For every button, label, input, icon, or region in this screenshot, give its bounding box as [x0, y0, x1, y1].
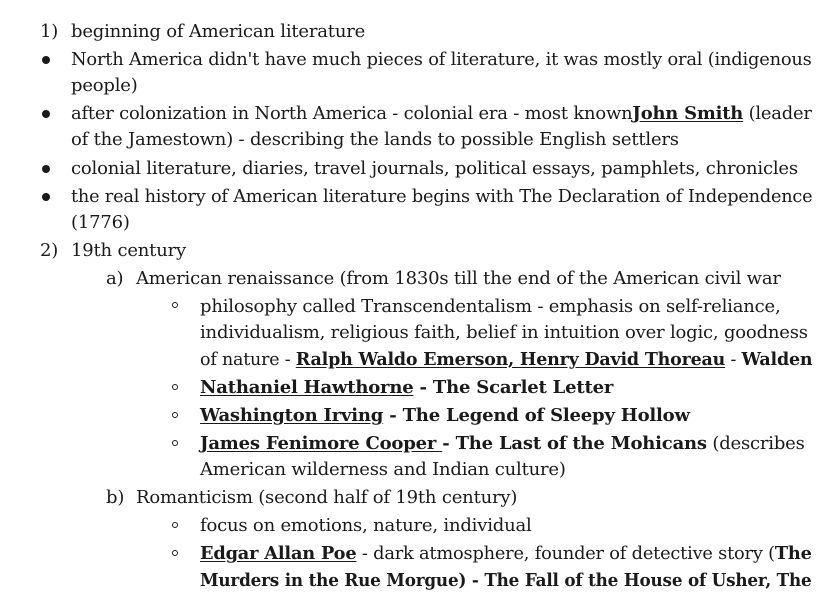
list-letter-a: a) — [106, 268, 124, 289]
a-item-1-line-2: individualism, religious faith, belief in intuition over logic, goodness — [200, 322, 808, 343]
author-poe: Edgar Allan Poe — [200, 543, 357, 564]
separator: - — [383, 405, 403, 426]
work-last-of-mohicans: The Last of the Mohicans — [455, 433, 707, 454]
list-number-2: 2) — [40, 240, 59, 261]
work-title-continuation: , The — [765, 570, 812, 591]
b-item-2-line-1 — [200, 542, 812, 566]
work-scarlet-letter: The Scarlet Letter — [432, 377, 614, 398]
work-rue-morgue: Murders in the Rue Morgue — [200, 570, 459, 591]
bullet-dot-icon — [42, 110, 50, 118]
sub-bullet-circle-icon — [172, 522, 178, 528]
separator: ) - — [458, 570, 485, 591]
separator: - — [725, 349, 742, 370]
sub-bullet-circle-icon — [172, 440, 178, 446]
a-item-1-line-3 — [200, 348, 812, 372]
bullet-2-line-1 — [71, 102, 812, 126]
a-item-3 — [200, 404, 690, 428]
bullet-dot-icon — [42, 165, 50, 173]
sub-bullet-circle-icon — [172, 550, 178, 556]
sub-bullet-circle-icon — [172, 384, 178, 390]
subsection-heading-b: Romanticism (second half of 19th century) — [136, 487, 518, 508]
author-hawthorne: Nathaniel Hawthorne — [200, 377, 414, 398]
bullet-3-line-1: colonial literature, diaries, travel journals, political essays, pamphlets, chronicles — [71, 158, 798, 179]
work-sleepy-hollow: The Legend of Sleepy Hollow — [402, 405, 690, 426]
a-item-4-line-2: American wilderness and Indian culture) — [200, 459, 566, 480]
bullet-1-line-1: North America didn't have much pieces of literature, it was mostly oral (indigenous — [71, 49, 812, 70]
b-item-2-line-2 — [200, 569, 812, 593]
author-cooper: James Fenimore Cooper — [200, 433, 443, 454]
author-john-smith: John Smith — [632, 103, 744, 124]
bullet-2-text: after colonization in North America - colonial era - most known — [71, 103, 633, 124]
bullet-4-line-2: (1776) — [71, 212, 130, 233]
sub-bullet-circle-icon — [172, 412, 178, 418]
description: - dark atmosphere, founder of detective story ( — [356, 543, 775, 564]
a-item-1-line-1: philosophy called Transcendentalism - emphasis on self-reliance, — [200, 296, 781, 317]
bullet-1-line-2: people) — [71, 75, 138, 96]
bullet-dot-icon — [42, 193, 50, 201]
note: (describes — [706, 433, 805, 454]
separator: - — [413, 377, 433, 398]
a-item-2 — [200, 376, 613, 400]
work-title-start: The — [774, 543, 812, 564]
bullet-dot-icon — [42, 56, 50, 64]
subsection-heading-a: American renaissance (from 1830s till the end of the American civil war — [136, 268, 781, 289]
b-item-1: focus on emotions, nature, individual — [200, 515, 532, 536]
author-irving: Washington Irving — [200, 405, 384, 426]
bullet-2-text-end: (leader — [743, 103, 812, 124]
separator: - — [442, 433, 456, 454]
sub-bullet-circle-icon — [172, 302, 178, 308]
section-heading-1: beginning of American literature — [71, 21, 366, 42]
authors-emerson-thoreau: Ralph Waldo Emerson, Henry David Thoreau — [295, 349, 726, 370]
bullet-2-line-2: of the Jamestown) - describing the lands to possible English settlers — [71, 129, 679, 150]
a-item-4-line-1 — [200, 432, 805, 456]
section-heading-2: 19th century — [71, 240, 186, 261]
bullet-4-line-1: the real history of American literature begins with The Declaration of Independence — [71, 186, 813, 207]
list-letter-b: b) — [106, 487, 125, 508]
list-number-1: 1) — [40, 21, 59, 42]
a-item-1-text: of nature - — [200, 349, 296, 370]
work-house-of-usher: The Fall of the House of Usher — [484, 570, 766, 591]
work-walden: Walden — [741, 349, 813, 370]
